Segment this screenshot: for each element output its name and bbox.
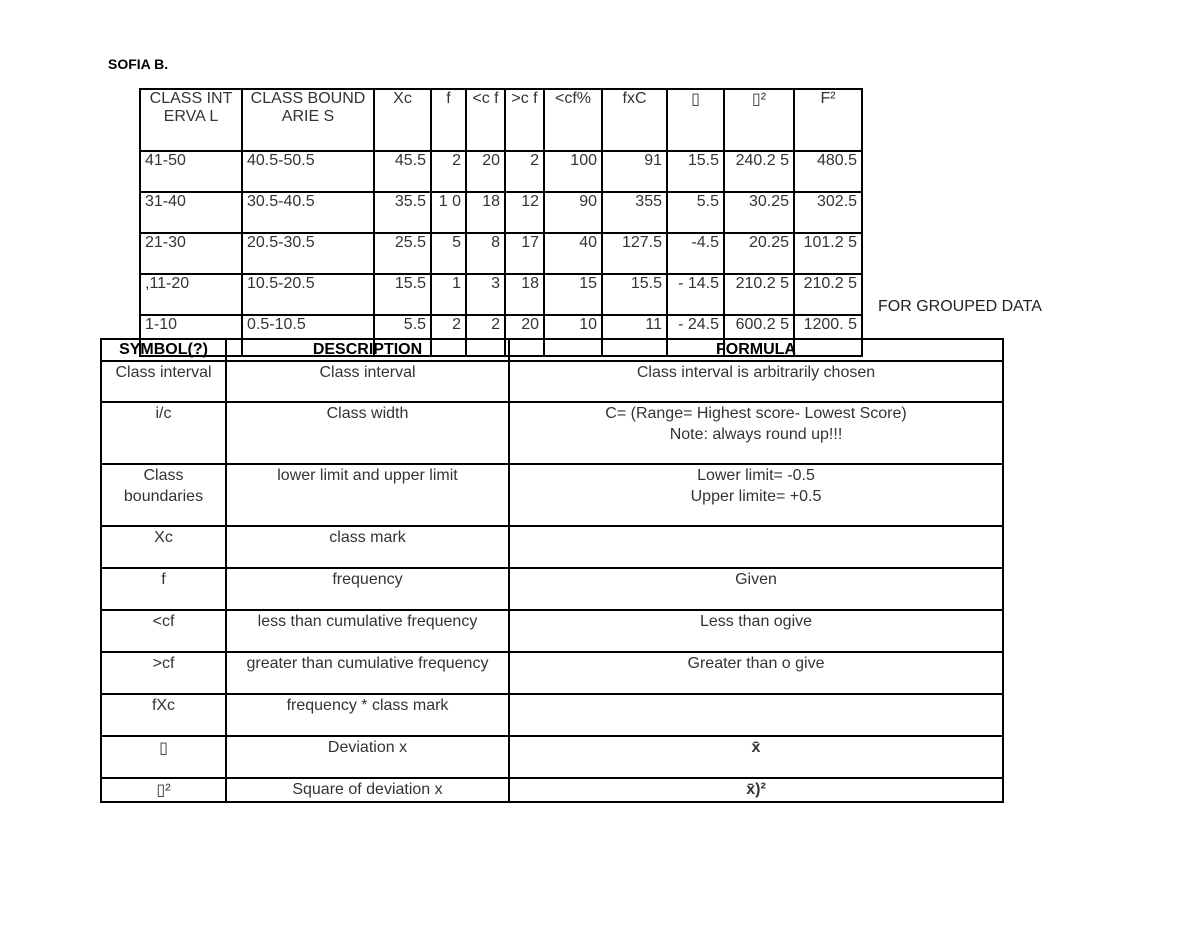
table-row <box>101 610 1003 652</box>
cell: 15.5 <box>667 151 724 192</box>
cell: 355 <box>602 192 667 233</box>
header-less-cf: <c f <box>466 89 505 151</box>
missing-glyph-icon: ▯ <box>751 89 761 108</box>
cell: 1200. 5 <box>794 315 862 356</box>
symbol-cell: Xc <box>101 526 226 568</box>
header-class-mark: Xc <box>374 89 431 151</box>
formula-cell: Greater than o give <box>509 652 1003 694</box>
header-class-interval: CLASS INTERVA L <box>140 89 242 151</box>
cell: 40 <box>544 233 602 274</box>
header-deviation <box>667 89 724 151</box>
formula-cell <box>509 464 1003 526</box>
cell: 10.5-20.5 <box>242 274 374 315</box>
description-cell: less than cumulative frequency <box>226 610 509 652</box>
header-description: DESCRIPTION <box>226 339 509 361</box>
header-class-boundaries: CLASS BOUNDARIE S <box>242 89 374 151</box>
cell: 41-50 <box>140 151 242 192</box>
cell: 18 <box>505 274 544 315</box>
symbol-table <box>100 338 1004 803</box>
cell: 127.5 <box>602 233 667 274</box>
cell: 17 <box>505 233 544 274</box>
cell: 91 <box>602 151 667 192</box>
cell: 210.2 5 <box>794 274 862 315</box>
cell: 5.5 <box>667 192 724 233</box>
cell: 5 <box>431 233 466 274</box>
table-row <box>101 778 1003 802</box>
header-fxc: fxC <box>602 89 667 151</box>
cell: 15 <box>544 274 602 315</box>
cell: 15.5 <box>374 274 431 315</box>
table-row <box>101 361 1003 402</box>
cell: 5.5 <box>374 315 431 356</box>
header-f-deviation-squared: F² <box>794 89 862 151</box>
header-deviation-squared: ▯² <box>724 89 794 151</box>
cell: ,11-20 <box>140 274 242 315</box>
description-cell: Deviation x <box>226 736 509 778</box>
table-row <box>101 736 1003 778</box>
header-formula: FORMULA <box>509 339 1003 361</box>
cell: 1 0 <box>431 192 466 233</box>
header-greater-cf: >c f <box>505 89 544 151</box>
cell: 10 <box>544 315 602 356</box>
cell: 15.5 <box>602 274 667 315</box>
author-name: SOFIA B. <box>108 56 169 72</box>
symbol-cell: Class boundaries <box>101 464 226 526</box>
description-cell: Class interval <box>226 361 509 402</box>
header-frequency: f <box>431 89 466 151</box>
table-row <box>140 192 862 233</box>
cell: 31-40 <box>140 192 242 233</box>
table-row <box>140 274 862 315</box>
formula-cell: x̄)² <box>509 778 1003 802</box>
formula-line: Upper limite= +0.5 <box>690 488 822 505</box>
grouped-data-label: FOR GROUPED DATA <box>878 298 1042 315</box>
symbol-cell: <cf <box>101 610 226 652</box>
symbol-cell: fXc <box>101 694 226 736</box>
symbol-cell: ▯² <box>101 778 226 802</box>
cell: 35.5 <box>374 192 431 233</box>
description-cell: lower limit and upper limit <box>226 464 509 526</box>
formula-cell: Class interval is arbitrarily chosen <box>509 361 1003 402</box>
missing-glyph-icon: ▯ <box>156 780 166 799</box>
formula-line: Lower limit= -0.5 <box>697 467 815 484</box>
cell: 18 <box>466 192 505 233</box>
cell: 1 <box>431 274 466 315</box>
description-cell: greater than cumulative frequency <box>226 652 509 694</box>
table-row <box>101 652 1003 694</box>
table-row <box>101 568 1003 610</box>
cell: 2 <box>505 151 544 192</box>
formula-cell: x̄ <box>509 736 1003 778</box>
cell: 2 <box>431 315 466 356</box>
formula-line: C= (Range= Highest score- Lowest Score) <box>605 405 907 422</box>
cell: 21-30 <box>140 233 242 274</box>
frequency-table <box>139 88 863 357</box>
cell: 210.2 5 <box>724 274 794 315</box>
cell: 480.5 <box>794 151 862 192</box>
table-row <box>140 151 862 192</box>
cell: 8 <box>466 233 505 274</box>
cell: 45.5 <box>374 151 431 192</box>
cell: 90 <box>544 192 602 233</box>
cell: 3 <box>466 274 505 315</box>
cell: 30.5-40.5 <box>242 192 374 233</box>
cell: 11 <box>602 315 667 356</box>
frequency-table-header <box>140 89 862 151</box>
symbol-cell <box>101 736 226 778</box>
header-symbol: SYMBOL(?) <box>101 339 226 361</box>
table-row <box>101 402 1003 464</box>
cell: 20.5-30.5 <box>242 233 374 274</box>
symbol-table-header <box>101 339 1003 361</box>
missing-glyph-icon: ▯ <box>691 89 700 108</box>
table-row <box>140 233 862 274</box>
cell: 12 <box>505 192 544 233</box>
symbol-cell: Class interval <box>101 361 226 402</box>
symbol-cell: f <box>101 568 226 610</box>
cell: 302.5 <box>794 192 862 233</box>
header-less-cf-percent: <cf% <box>544 89 602 151</box>
cell: 0.5-10.5 <box>242 315 374 356</box>
formula-cell <box>509 694 1003 736</box>
cell: 100 <box>544 151 602 192</box>
cell: - 14.5 <box>667 274 724 315</box>
formula-cell <box>509 526 1003 568</box>
description-cell: frequency <box>226 568 509 610</box>
cell: 1-10 <box>140 315 242 356</box>
description-cell: frequency * class mark <box>226 694 509 736</box>
description-cell: Square of deviation x <box>226 778 509 802</box>
cell: 30.25 <box>724 192 794 233</box>
cell: 20.25 <box>724 233 794 274</box>
formula-cell: Given <box>509 568 1003 610</box>
cell: 101.2 5 <box>794 233 862 274</box>
cell: 40.5-50.5 <box>242 151 374 192</box>
cell: 240.2 5 <box>724 151 794 192</box>
cell: 2 <box>431 151 466 192</box>
table-row <box>101 464 1003 526</box>
cell: 20 <box>505 315 544 356</box>
description-cell: Class width <box>226 402 509 464</box>
formula-note: Note: always round up!!! <box>669 426 843 443</box>
formula-cell: Less than ogive <box>509 610 1003 652</box>
cell: 2 <box>466 315 505 356</box>
formula-cell <box>509 402 1003 464</box>
missing-glyph-icon: ▯ <box>159 738 168 757</box>
table-row <box>101 694 1003 736</box>
cell: 600.2 5 <box>724 315 794 356</box>
symbol-cell: >cf <box>101 652 226 694</box>
table-row <box>101 526 1003 568</box>
cell: 20 <box>466 151 505 192</box>
symbol-cell: i/c <box>101 402 226 464</box>
cell: -4.5 <box>667 233 724 274</box>
cell: - 24.5 <box>667 315 724 356</box>
cell: 25.5 <box>374 233 431 274</box>
description-cell: class mark <box>226 526 509 568</box>
